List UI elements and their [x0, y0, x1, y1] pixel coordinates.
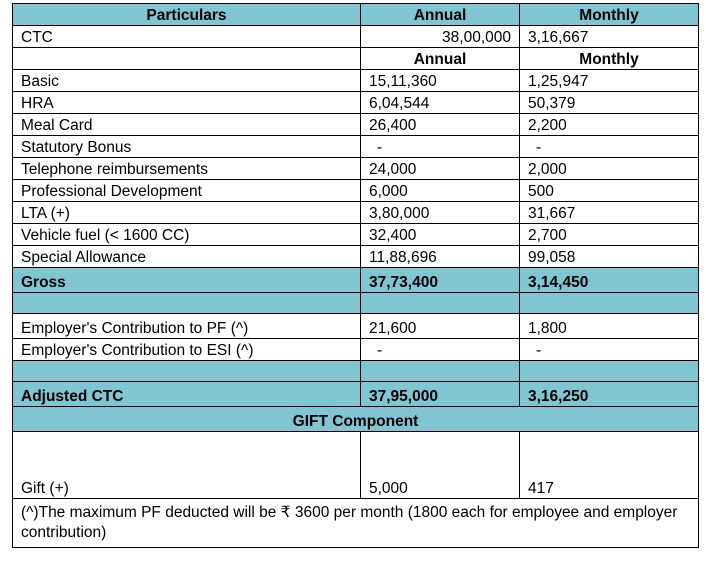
component-monthly: 99,058 [520, 246, 699, 268]
subheader-annual: Annual [361, 48, 520, 70]
component-label: Meal Card [13, 114, 361, 136]
header-monthly: Monthly [520, 4, 699, 26]
adjusted-ctc-label: Adjusted CTC [13, 382, 361, 407]
contribution-label: Employer's Contribution to PF (^) [13, 314, 361, 339]
gift-row [13, 432, 699, 499]
contribution-label: Employer's Contribution to ESI (^) [13, 339, 361, 361]
adjusted-ctc-monthly: 3,16,250 [520, 382, 699, 407]
table-row [13, 136, 699, 158]
gift-monthly: 417 [520, 432, 699, 499]
spacer-cell [520, 293, 699, 314]
spacer-row [13, 361, 699, 382]
component-monthly: 2,200 [520, 114, 699, 136]
table-row [13, 92, 699, 114]
component-label: LTA (+) [13, 202, 361, 224]
component-annual: 11,88,696 [361, 246, 520, 268]
gift-component-row [13, 407, 699, 432]
table-row [13, 202, 699, 224]
ctc-row [13, 26, 699, 48]
component-monthly: - [520, 136, 699, 158]
component-monthly: 1,25,947 [520, 70, 699, 92]
table-row [13, 70, 699, 92]
component-annual: - [361, 136, 520, 158]
table-row [13, 114, 699, 136]
gift-label: Gift (+) [13, 432, 361, 499]
gross-annual: 37,73,400 [361, 268, 520, 293]
table-row [13, 224, 699, 246]
component-monthly: 31,667 [520, 202, 699, 224]
pf-footnote: (^)The maximum PF deducted will be ₹ 3600 per month (1800 each for employee and employer contribution) [13, 499, 699, 548]
component-annual: 6,04,544 [361, 92, 520, 114]
component-annual: 15,11,360 [361, 70, 520, 92]
table-row [13, 314, 699, 339]
gross-row [13, 268, 699, 293]
ctc-label: CTC [13, 26, 361, 48]
table-row [13, 158, 699, 180]
subheader-row [13, 48, 699, 70]
contribution-monthly: 1,800 [520, 314, 699, 339]
component-label: Basic [13, 70, 361, 92]
table-row [13, 339, 699, 361]
gross-monthly: 3,14,450 [520, 268, 699, 293]
component-monthly: 2,700 [520, 224, 699, 246]
spacer-cell [13, 293, 361, 314]
gross-label: Gross [13, 268, 361, 293]
gift-component-heading: GIFT Component [13, 407, 699, 432]
component-label: Vehicle fuel (< 1600 CC) [13, 224, 361, 246]
component-monthly: 2,000 [520, 158, 699, 180]
footnote-row [13, 499, 699, 548]
component-monthly: 50,379 [520, 92, 699, 114]
component-label: Telephone reimbursements [13, 158, 361, 180]
ctc-monthly: 3,16,667 [520, 26, 699, 48]
component-annual: 26,400 [361, 114, 520, 136]
component-label: HRA [13, 92, 361, 114]
contribution-annual: 21,600 [361, 314, 520, 339]
component-annual: 6,000 [361, 180, 520, 202]
salary-breakup-table [12, 3, 699, 548]
contribution-monthly: - [520, 339, 699, 361]
table-header-row [13, 4, 699, 26]
component-annual: 3,80,000 [361, 202, 520, 224]
adjusted-ctc-row [13, 382, 699, 407]
spacer-row [13, 293, 699, 314]
spacer-cell [520, 361, 699, 382]
header-particulars: Particulars [13, 4, 361, 26]
component-annual: 24,000 [361, 158, 520, 180]
component-annual: 32,400 [361, 224, 520, 246]
subheader-monthly: Monthly [520, 48, 699, 70]
component-label: Statutory Bonus [13, 136, 361, 158]
component-label: Special Allowance [13, 246, 361, 268]
contribution-annual: - [361, 339, 520, 361]
component-label: Professional Development [13, 180, 361, 202]
header-annual: Annual [361, 4, 520, 26]
component-monthly: 500 [520, 180, 699, 202]
table-row [13, 246, 699, 268]
spacer-cell [361, 293, 520, 314]
spacer-cell [13, 361, 361, 382]
gift-annual: 5,000 [361, 432, 520, 499]
subheader-blank [13, 48, 361, 70]
adjusted-ctc-annual: 37,95,000 [361, 382, 520, 407]
table-row [13, 180, 699, 202]
ctc-annual: 38,00,000 [361, 26, 520, 48]
spacer-cell [361, 361, 520, 382]
